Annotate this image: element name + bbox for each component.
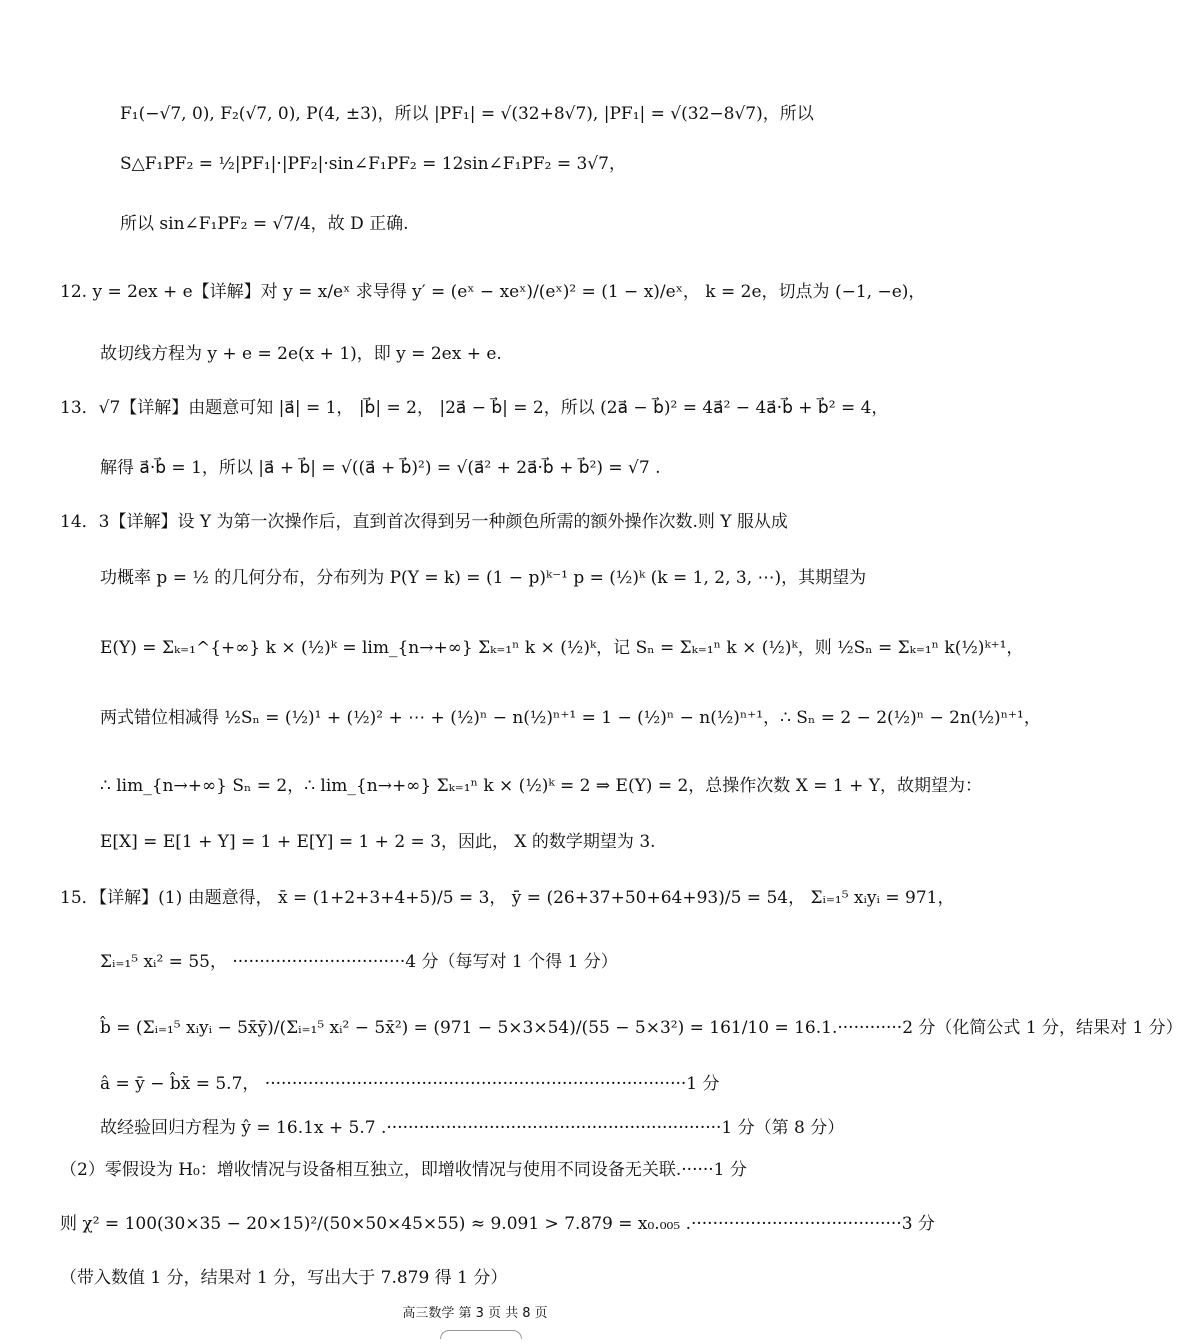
scroll-handle[interactable] <box>440 1330 522 1339</box>
text-line: b̂ = (Σᵢ₌₁⁵ xᵢyᵢ − 5x̄ȳ)/(Σᵢ₌₁⁵ xᵢ² − 5x̄²) = (971 − 5×3×54)/(55 − 5×3²) = 161/10 = 16.1.············2 分（化简公式 1 分，结果对 1 分） <box>100 1018 1183 1038</box>
page-footer: 高三数学 第 3 页 共 8 页 <box>402 1306 548 1321</box>
text-line: 功概率 p = ½ 的几何分布，分布列为 P(Y = k) = (1 − p)ᵏ⁻¹ p = (½)ᵏ (k = 1, 2, 3, ⋯)，其期望为 <box>100 568 867 588</box>
text-line: ∴ lim_{n→+∞} Sₙ = 2，∴ lim_{n→+∞} Σₖ₌₁ⁿ k × (½)ᵏ = 2 ⇒ E(Y) = 2，总操作次数 X = 1 + Y，故期望为： <box>100 776 982 796</box>
text-line: 解得 a⃗·b⃗ = 1，所以 |a⃗ + b⃗| = √((a⃗ + b⃗)²) = √(a⃗² + 2a⃗·b⃗ + b⃗²) = √7 . <box>100 458 661 478</box>
question-15: 15．【详解】(1) 由题意得， x̄ = (1+2+3+4+5)/5 = 3， ȳ = (26+37+50+64+93)/5 = 54， Σᵢ₌₁⁵ xᵢyᵢ = 971， <box>60 888 955 908</box>
text-line: 两式错位相减得 ½Sₙ = (½)¹ + (½)² + ⋯ + (½)ⁿ − n(½)ⁿ⁺¹ = 1 − (½)ⁿ − n(½)ⁿ⁺¹，∴ Sₙ = 2 − 2(½)ⁿ − 2n(½)ⁿ⁺¹， <box>100 708 1041 728</box>
text-line: 故切线方程为 y + e = 2e(x + 1)，即 y = 2ex + e. <box>100 344 502 364</box>
text-line: F₁(−√7, 0), F₂(√7, 0), P(4, ±3)，所以 |PF₁| = √(32+8√7), |PF₁| = √(32−8√7)，所以 <box>120 104 814 124</box>
text-line: S△F₁PF₂ = ½|PF₁|·|PF₂|·sin∠F₁PF₂ = 12sin∠F₁PF₂ = 3√7， <box>120 154 626 174</box>
text-line: （2）零假设为 H₀：增收情况与设备相互独立，即增收情况与使用不同设备无关联.······1 分 <box>60 1160 747 1180</box>
text-line: 故经验回归方程为 ŷ = 16.1x + 5.7 .······························································1 分（第 8 分） <box>100 1118 845 1138</box>
question-13: 13．√7【详解】由题意可知 |a⃗| = 1， |b⃗| = 2， |2a⃗ − b⃗| = 2，所以 (2a⃗ − b⃗)² = 4a⃗² − 4a⃗·b⃗ + b⃗² = 4， <box>60 398 889 418</box>
question-14: 14．3【详解】设 Y 为第一次操作后，直到首次得到另一种颜色所需的额外操作次数.则 Y 服从成 <box>60 512 788 532</box>
text-line: E[X] = E[1 + Y] = 1 + E[Y] = 1 + 2 = 3，因此， X 的数学期望为 3. <box>100 832 656 852</box>
text-line: Σᵢ₌₁⁵ xᵢ² = 55， ································4 分（每写对 1 个得 1 分） <box>100 952 618 972</box>
text-line: 所以 sin∠F₁PF₂ = √7/4，故 D 正确. <box>120 214 409 234</box>
text-line: E(Y) = Σₖ₌₁^{+∞} k × (½)ᵏ = lim_{n→+∞} Σₖ₌₁ⁿ k × (½)ᵏ，记 Sₙ = Σₖ₌₁ⁿ k × (½)ᵏ，则 ½Sₙ = Σₖ₌₁ⁿ k(½)ᵏ⁺¹， <box>100 638 1024 658</box>
question-12: 12. y = 2ex + e【详解】对 y = x/eˣ 求导得 y′ = (eˣ − xeˣ)/(eˣ)² = (1 − x)/eˣ， k = 2e，切点为 (−1, −e)， <box>60 282 926 302</box>
text-line: 则 χ² = 100(30×35 − 20×15)²/(50×50×45×55) ≈ 9.091 > 7.879 = x₀.₀₀₅ .·······································3 分 <box>60 1214 935 1234</box>
text-line: （带入数值 1 分，结果对 1 分，写出大于 7.879 得 1 分） <box>60 1268 508 1288</box>
text-line: â = ȳ − b̂x̄ = 5.7， ··············································································1 分 <box>100 1074 720 1094</box>
